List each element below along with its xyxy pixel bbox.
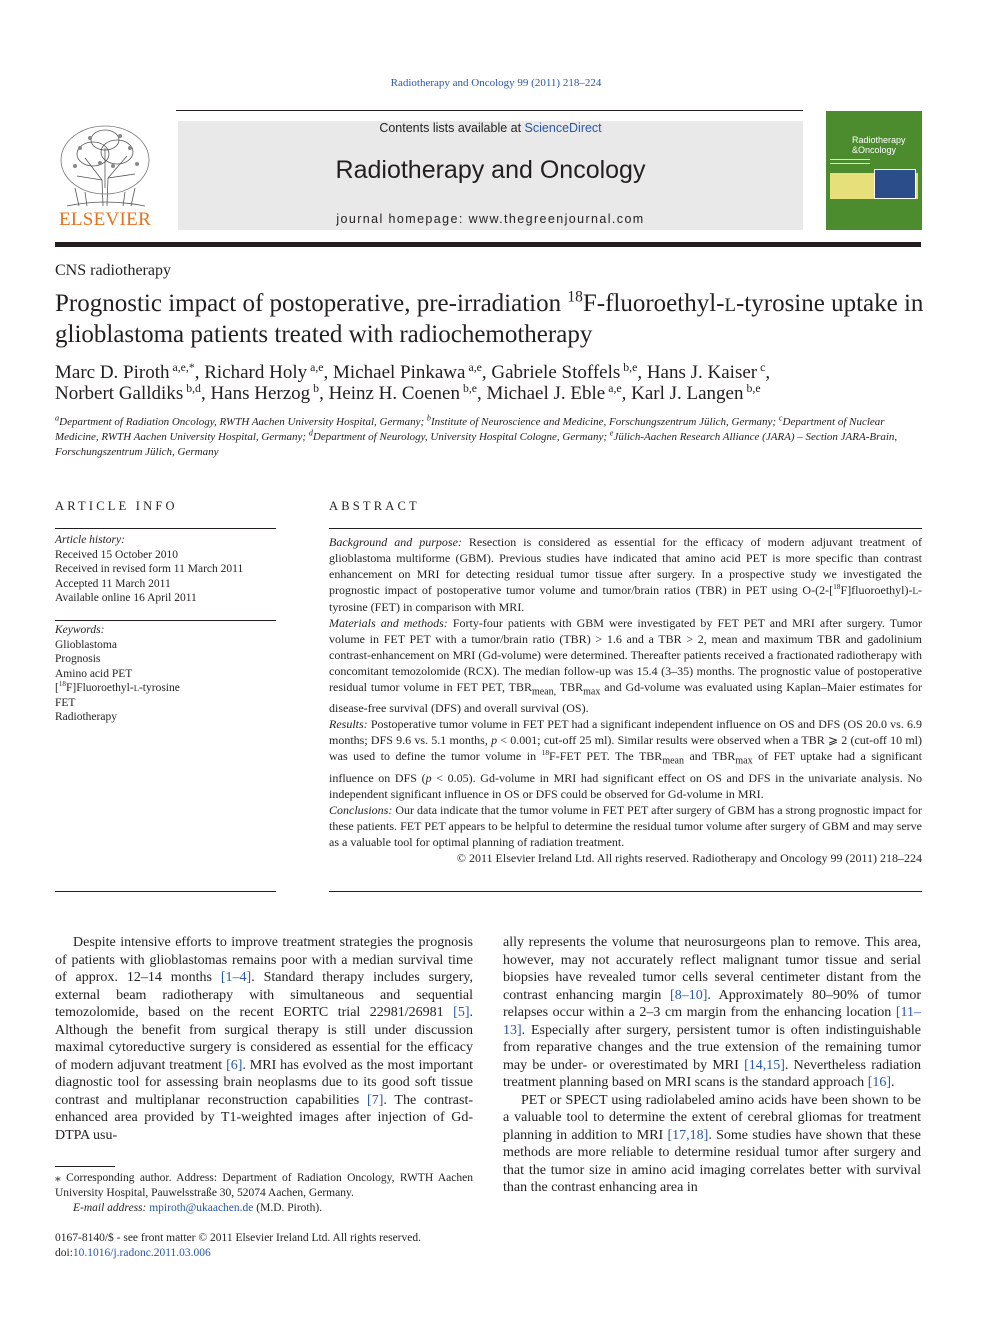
contents-prefix: Contents lists available at — [379, 121, 525, 135]
keyword-fet-b: -tyrosine — [138, 682, 180, 694]
abstract-heading: ABSTRACT — [329, 499, 420, 513]
author[interactable] — [487, 383, 632, 404]
issn-line: 0167-8140/$ - see front matter © 2011 Elsevier Ireland Ltd. All rights reserved. — [55, 1232, 421, 1244]
corresponding-author-footnote — [55, 1171, 473, 1216]
reference-link[interactable]: [7] — [367, 1092, 384, 1108]
body-text: . Some studies have shown that these methods are more reliable to determine residual tumor after surgery and that the tumor size in amino acid imaging correlates better with survival than the contrast enhancing area in — [503, 1127, 921, 1195]
body-text: . Nevertheless radiation treatment planning based on MRI scans is the standard approach — [503, 1057, 921, 1090]
article-title — [55, 289, 925, 349]
author-list — [55, 362, 925, 404]
abstract-res-p: p — [491, 733, 498, 748]
body-text: ally represents the volume that neurosurgeons plan to remove. This area, however, may not accurately reflect malignant tumor tissue and serial biopsies have revealed tumor cells several centimeter distant from the contrast enhancing margin — [503, 935, 921, 1003]
cover-image — [874, 169, 916, 199]
abstract-copyright: © 2011 Elsevier Ireland Ltd. All rights reserved. Radiotherapy and Oncology 99 (2011) 218–224 — [456, 850, 922, 865]
keyword-fet-l: L — [133, 683, 139, 693]
abstract-mm-text2: TBR — [556, 680, 584, 694]
journal-citation[interactable]: Radiotherapy and Oncology 99 (2011) 218–224 — [390, 77, 602, 89]
author-separator: , — [765, 362, 771, 383]
abstract-res-text3: F-FET PET. The TBR — [549, 749, 663, 764]
body-column-left — [55, 934, 473, 1144]
title-part3: -tyrosine uptake in glioblastoma patients treated with radiochemotherapy — [55, 290, 924, 348]
cover-title — [852, 135, 906, 155]
body-text: PET or SPECT using radiolabeled amino acids have been shown to be a valuable tool to determine the extent of cerebral gliomas for treatment planning in addition to MRI — [503, 1092, 921, 1143]
history-item: Accepted 11 March 2011 — [55, 577, 171, 590]
keyword: Radiotherapy — [55, 711, 117, 723]
author-affiliation-sup: a,e,* — [172, 360, 195, 374]
abstract-res-label: Results: — [329, 717, 368, 732]
keyword: Glioblastoma — [55, 638, 117, 651]
abstract-bg-sup: 18 — [833, 582, 841, 591]
author-name: Gabriele Stoffels — [491, 362, 621, 383]
abstract-res-text4: and TBR — [683, 749, 736, 764]
title-part1: Prognostic impact of postoperative, pre-irradiation — [55, 290, 568, 317]
doi-line — [55, 1246, 473, 1261]
author[interactable] — [491, 362, 646, 383]
author-separator: , — [481, 362, 492, 383]
author-name: Karl J. Langen — [631, 383, 744, 404]
body-paragraph — [503, 934, 921, 1092]
keyword: Amino acid PET — [55, 667, 133, 680]
abstract-methods — [329, 615, 922, 716]
doi-link[interactable]: 10.1016/j.radonc.2011.03.006 — [72, 1247, 211, 1259]
body-text: . Especially after surgery, persistent tumor is often indistinguishable from reparative changes and the true extension of the remaining tumor may be under- or overestimated by MRI — [503, 1022, 921, 1073]
abstract-res-text2: < 0.001; cut-off 25 ml). Similar results were observed when a TBR ⩾ 2 (cut-off 10 ml) was used to define the tumor volume in — [329, 733, 922, 764]
reference-link[interactable]: [6] — [226, 1057, 243, 1073]
abstract-rule — [329, 891, 922, 892]
abstract-bg-label: Background and purpose: — [329, 535, 462, 549]
abstract-con-text: Our data indicate that the tumor volume in FET PET after surgery of GBM has a strong prognostic impact for these patients. FET PET appears to be helpful to determine the residual tumor volume after surgery of GBM and may serve as a valuable tool for optimal planning of radiation treatment. — [329, 802, 922, 849]
article-info-rule — [55, 528, 276, 529]
contents-line — [178, 121, 803, 135]
history-label: Article history: — [55, 534, 125, 546]
body-column-right — [503, 934, 921, 1197]
author-name: Marc D. Piroth — [55, 362, 170, 383]
affiliation-text: Department of Nuclear Medicine, RWTH Aachen University Hospital, Germany; — [55, 416, 885, 443]
abstract-res-sub: mean — [662, 755, 684, 767]
author-separator: , — [200, 383, 211, 404]
abstract-res-text5: of FET uptake had a significant influence on DFS ( — [329, 749, 922, 785]
keyword-isotope-sup: 18 — [58, 680, 66, 689]
article-info-rule — [55, 891, 276, 892]
abstract-mm-text3: and Gd-volume was evaluated using Kaplan–Maier estimates for disease-free survival (DFS) and overall survival (OS). — [329, 680, 922, 716]
abstract-body — [329, 534, 922, 866]
history-item: Available online 16 April 2011 — [55, 592, 197, 604]
reference-link[interactable]: [11–13] — [503, 1005, 921, 1038]
body-text: . — [891, 1075, 895, 1090]
author-affiliation-sup: b,e — [623, 360, 638, 374]
reference-link[interactable]: [8–10] — [670, 987, 708, 1003]
author-separator: , — [621, 383, 632, 404]
abstract-results — [329, 716, 922, 801]
abstract-bg-l: L — [912, 586, 918, 596]
body-paragraph — [55, 934, 473, 1144]
author-affiliation-sup: a,e — [310, 360, 324, 374]
abstract-res-text: Postoperative tumor volume in FET PET had a significant independent influence on OS and DFS (OS 20.0 vs. 6.9 months; DFS 9.6 vs. 5.1 months, — [329, 717, 922, 748]
email-link[interactable]: mpiroth@ukaachen.de — [149, 1202, 254, 1214]
body-text: . Approximately 80–90% of tumor relapses occur within a 2–3 cm margin from the enhancing location — [503, 987, 921, 1020]
footnote-email — [55, 1201, 473, 1216]
journal-name: Radiotherapy and Oncology — [335, 156, 646, 184]
author-name: Michael J. Eble — [486, 383, 606, 404]
journal-homepage — [178, 212, 803, 226]
article-info-rule — [55, 620, 276, 621]
elsevier-wordmark: ELSEVIER — [58, 209, 152, 230]
author-affiliation-sup: b,e — [746, 381, 761, 395]
affiliations — [55, 415, 925, 460]
abstract-rule — [329, 528, 922, 529]
doi-label: doi: — [55, 1247, 73, 1259]
abstract-res-text6: < 0.05). Gd-volume in MRI had significant effect on OS and DFS in the univariate analysis. No independent significant influence in OS or DFS could be observed for Gd-volume in MRI. — [329, 770, 923, 801]
reference-link[interactable]: [17,18] — [667, 1127, 709, 1143]
front-matter-meta — [55, 1231, 473, 1261]
body-text: Despite intensive efforts to improve treatment strategies the prognosis of patients with glioblastomas remains poor with a median survival time of approx. 12–14 months — [55, 935, 473, 985]
article-history — [55, 533, 276, 606]
title-part2: F-fluoroethyl- — [582, 290, 725, 317]
author-affiliation-sup: b,e — [462, 381, 477, 395]
article-info-heading: ARTICLE INFO — [55, 499, 178, 513]
history-item: Received 15 October 2010 — [55, 548, 178, 561]
body-paragraph — [503, 1092, 921, 1197]
affiliation-text: Institute of Neuroscience and Medicine, Forschungszentrum Jülich, Germany; — [431, 416, 779, 428]
affiliation-text: Jülich-Aachen Research Alliance (JARA) – Section JARA-Brain, Forschungszentrum Jülich, Germany — [55, 431, 898, 458]
author[interactable] — [55, 383, 210, 404]
abstract-bg-text: Resection is considered as essential for the efficacy of modern adjuvant treatment of glioblastoma multiforme (GBM). Previous studies have indicated that amino acid PET is more specific than contrast enhancement on MRI for detecting residual tumor tissue after surgery. In a prospective study we investigated the prognostic impact of postoperative tumor volume and tumor/brain ratios (TBR) in PET using O-(2-[ — [329, 535, 922, 597]
header-thick-rule — [55, 242, 921, 247]
author-name: Hans J. Kaiser — [646, 362, 758, 383]
homepage-prefix: journal homepage: — [336, 212, 469, 226]
cover-line — [830, 159, 870, 160]
reference-link[interactable]: [1–4] — [220, 970, 252, 985]
body-text: . Although the benefit from surgical therapy is still under discussion maximal cytoreductive surgery is considered as essential for the efficacy of modern adjuvant treatment — [55, 1005, 473, 1073]
author-name: Michael Pinkawa — [333, 362, 466, 383]
keyword-fet-a: F]Fluoroethyl- — [65, 682, 134, 694]
abstract-conclusions — [329, 802, 922, 850]
reference-link[interactable]: [16] — [867, 1075, 892, 1090]
author[interactable] — [204, 362, 333, 383]
author[interactable] — [647, 362, 770, 383]
author-separator: , — [637, 362, 647, 383]
author-name: Heinz H. Coenen — [328, 383, 460, 404]
author-name: Richard Holy — [204, 362, 308, 383]
abstract-mm-sub: mean, — [531, 686, 557, 698]
affiliation-marker: d — [308, 428, 313, 438]
author-separator: , — [319, 383, 329, 404]
abstract-mm-sub: max — [583, 686, 601, 698]
keywords-label: Keywords: — [55, 624, 105, 636]
author[interactable] — [329, 383, 487, 404]
abstract-con-label: Conclusions: — [329, 802, 393, 817]
author[interactable] — [55, 362, 204, 383]
author-affiliation-sup: b,d — [186, 381, 201, 395]
abstract-mm-label: Materials and methods: — [329, 616, 448, 630]
affiliation-text: Department of Neurology, University Hospital Cologne, Germany; — [312, 431, 610, 443]
abstract-res-p: p — [425, 770, 432, 785]
author-affiliation-sup: b — [313, 381, 320, 395]
abstract-res-sup: 18 — [541, 748, 550, 758]
author-separator: , — [477, 383, 487, 404]
footnote-address — [55, 1171, 473, 1201]
header-top-rule — [176, 110, 803, 111]
author-affiliation-sup: a,e — [608, 381, 622, 395]
author-name: Hans Herzog — [210, 383, 311, 404]
author[interactable] — [631, 383, 760, 404]
email-suffix: (M.D. Piroth). — [253, 1202, 323, 1214]
author-affiliation-sup: a,e — [468, 360, 482, 374]
footnote-marker: ⁎ — [55, 1172, 61, 1184]
history-item: Received in revised form 11 March 2011 — [55, 563, 244, 575]
body-text: . The contrast-enhanced area provided by T1-weighted images after injection of Gd-DTPA usu- — [55, 1092, 473, 1143]
sciencedirect-link[interactable]: ScienceDirect — [524, 121, 602, 135]
author-affiliation-sup: c — [760, 360, 766, 374]
email-label: E-mail address: — [73, 1202, 147, 1214]
title-isotope-sup: 18 — [567, 288, 583, 306]
reference-link[interactable]: [14,15] — [744, 1057, 785, 1073]
abstract-background — [329, 534, 922, 615]
footnote-rule — [55, 1166, 115, 1167]
abstract-mm-text: Forty-four patients with GBM were investigated by FET PET and MRI after surgery. Tumor volume in FET PET with a tumor/brain ratio (TBR) > 1.6 and a TBR > 2, mean and maximum TBR and gadolinium contrast-enhancement on MRI (Gd-volume) were determined. Thereafter patients received a fractionated radiotherapy with concomitant temozolomide (RCX). The median follow-up was 15.4 (3–35) months. The prognostic value of postoperative residual tumor volume in FET PET, TBR — [329, 616, 923, 694]
keyword: FET — [55, 696, 76, 709]
footnote-text: Corresponding author. Address: Department of Radiation Oncology, RWTH Aachen University Hospital, Pauwelsstraße 30, 52074 Aachen, Germany. — [55, 1172, 473, 1199]
author-name: Norbert Galldiks — [55, 383, 184, 404]
abstract-bg-text2: F]fluoroethyl)- — [840, 583, 913, 597]
body-text: . Standard therapy includes surgery, external beam radiotherapy with simultaneous and sequential temozolomide, based on the recent EORTC trial 22981/26981 — [55, 970, 473, 1020]
body-text: . MRI has evolved as the most important diagnostic tool for assessing brain neoplasms due to its good soft tissue contrast and multiplanar reconstruction capabilities — [55, 1057, 474, 1108]
affiliation-marker: b — [426, 413, 431, 423]
homepage-url[interactable]: www.thegreenjournal.com — [468, 212, 645, 226]
cover-line — [830, 163, 870, 164]
abstract-bg-text3: -tyrosine (FET) in comparison with MRI. — [329, 583, 922, 614]
affiliation-marker: e — [609, 428, 614, 438]
author[interactable] — [210, 383, 328, 404]
cover-title-line2: &Oncology — [852, 145, 897, 155]
keywords — [55, 623, 276, 725]
journal-cover-thumbnail[interactable] — [826, 111, 922, 230]
abstract-res-sub: max — [735, 755, 753, 767]
article-section: CNS radiotherapy — [55, 262, 171, 279]
reference-link[interactable]: [5] — [453, 1005, 470, 1020]
affiliation-text: Department of Radiation Oncology, RWTH Aachen University Hospital, Germany; — [59, 416, 427, 428]
affiliation-marker: a — [55, 413, 60, 423]
author-separator: , — [323, 362, 334, 383]
author-separator: , — [194, 362, 205, 383]
keyword: [$^{18}$F]Fluoroethyl-L-tyrosine — [55, 680, 180, 694]
keyword: Prognosis — [55, 653, 101, 665]
title-l: L — [724, 295, 736, 316]
affiliation-marker: c — [778, 413, 783, 423]
cover-title-line1: Radiotherapy — [852, 135, 906, 145]
author[interactable] — [333, 362, 491, 383]
